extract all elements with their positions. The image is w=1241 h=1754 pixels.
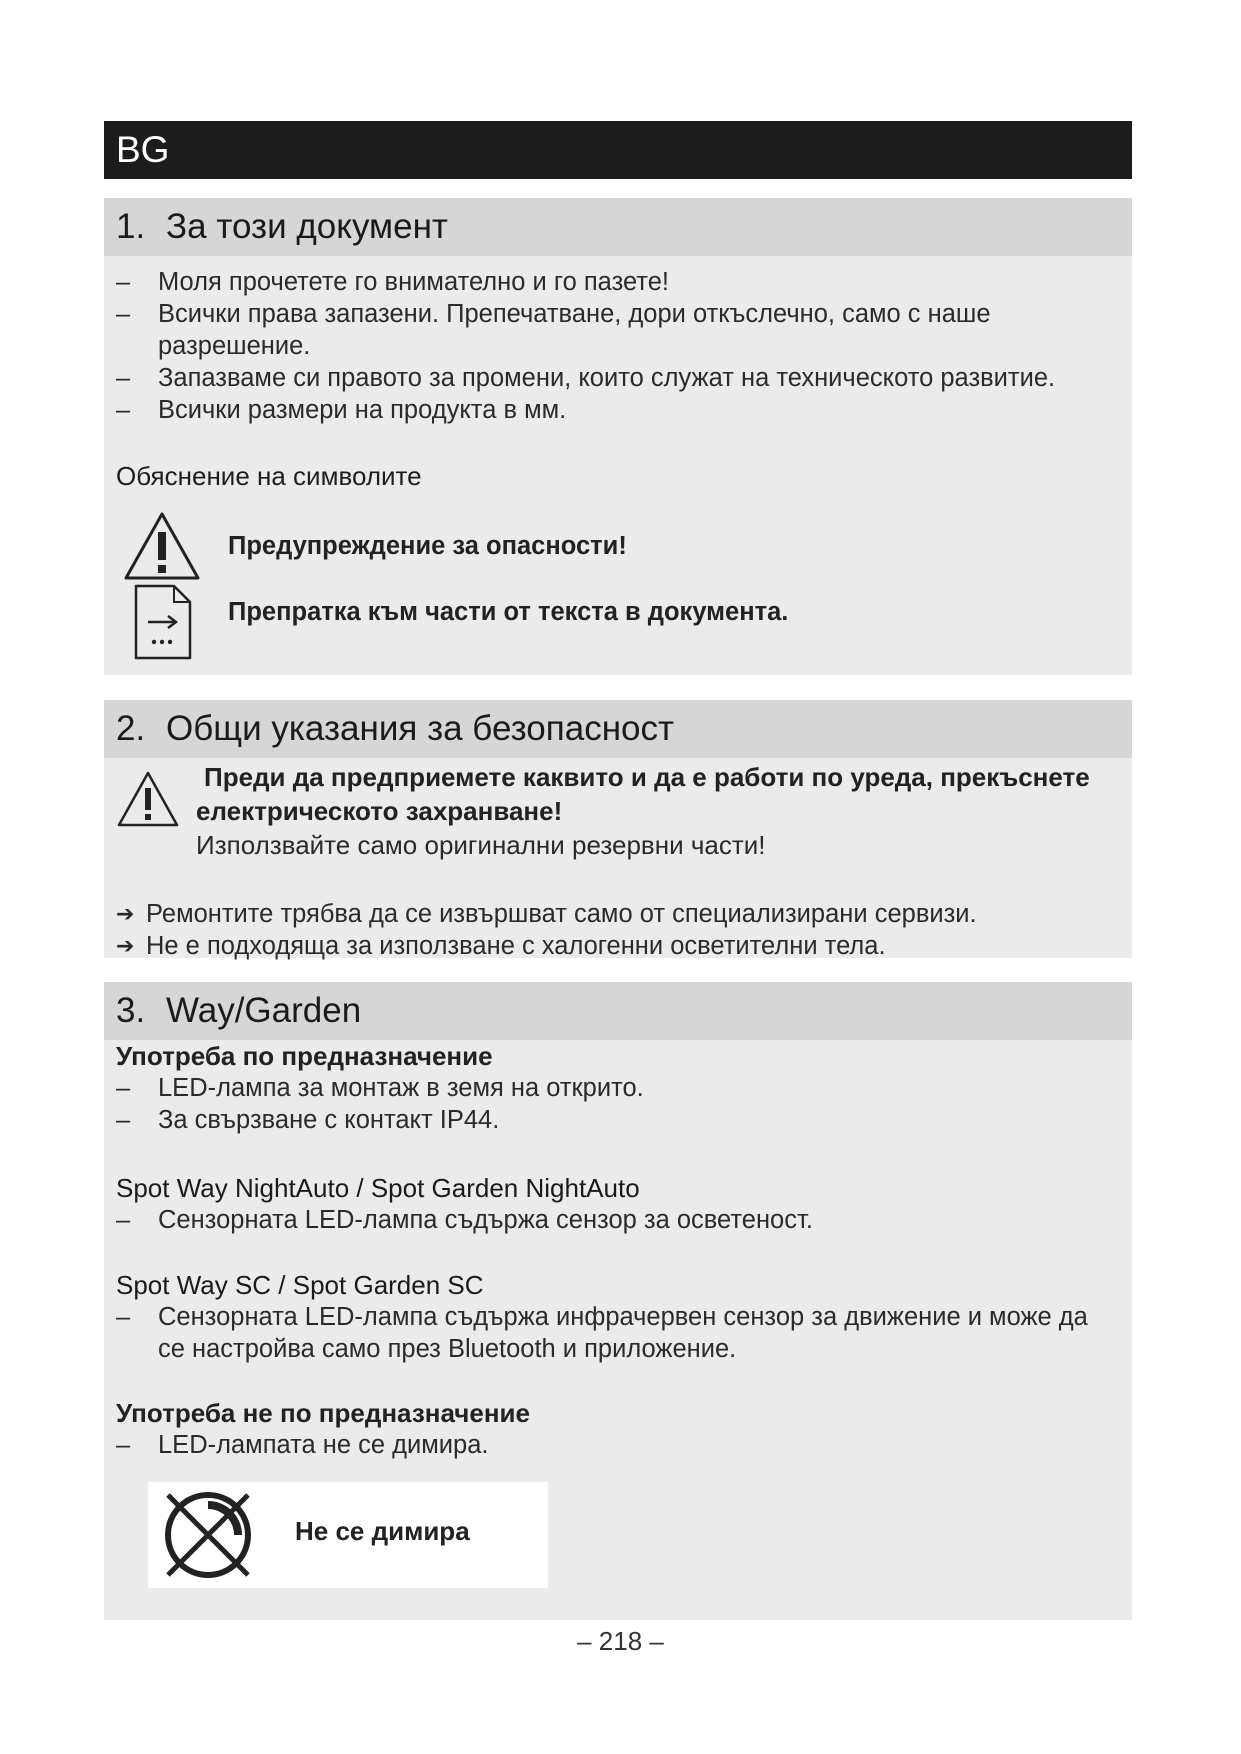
section-heading [104, 700, 1132, 758]
list-item [116, 898, 1116, 930]
arrow-right-icon: ➔ [116, 933, 135, 958]
section-title: За този документ [166, 207, 448, 246]
list-item: – За свързване с контакт IP44. [116, 1104, 1116, 1136]
list-item [116, 930, 1116, 962]
language-code: BG [116, 129, 170, 170]
section-heading [104, 982, 1132, 1040]
section-about-document [104, 198, 1132, 675]
list-item-text: Ремонтите трябва да се извършват само от специализирани сервизи. [146, 900, 977, 928]
document-notes-list [116, 266, 1116, 426]
list-item: – Всички размери на продукта в мм. [116, 394, 1116, 426]
intended-use-heading: Употреба по предназначение [116, 1041, 493, 1071]
sc-heading: Spot Way SC / Spot Garden SC [116, 1270, 484, 1300]
reference-symbol-label: Препратка към части от текста в документа. [228, 598, 789, 626]
not-intended-use-heading: Употреба не по предназначение [116, 1398, 530, 1428]
safety-warning-bold: Преди да предприемете каквито и да е работи по уреда, прекъснете електрическото захранване! [196, 762, 1090, 826]
section-number: 1. [116, 207, 146, 246]
warning-triangle-icon [116, 770, 180, 828]
symbols-heading: Обяснение на символите [116, 461, 422, 491]
list-item: – Сензорната LED-лампа съдържа сензор за осветеност. [116, 1204, 1116, 1236]
section-title: Общи указания за безопасност [166, 709, 675, 748]
section-safety [104, 700, 1132, 958]
list-item: – LED-лампата не се димира. [116, 1429, 1116, 1461]
language-bar [104, 121, 1132, 179]
list-item-text: Не е подходяща за използване с халогенни осветителни тела. [146, 932, 886, 960]
safety-warning-normal: Използвайте само оригинални резервни части! [196, 830, 766, 860]
list-item: – Всички права запазени. Препечатване, дори откъслечно, само с наше разрешение. [116, 298, 1116, 362]
no-dimming-label: Не се димира [295, 1516, 470, 1546]
not-intended-use-list [116, 1429, 1116, 1461]
arrow-right-icon: ➔ [116, 901, 135, 926]
section-number: 3. [116, 991, 146, 1030]
page-number: – 218 – [577, 1626, 664, 1656]
safety-instructions-list [116, 898, 1116, 962]
warning-triangle-icon [122, 510, 202, 582]
list-item: – LED-лампа за монтаж в земя на открито. [116, 1072, 1116, 1104]
intended-use-list [116, 1072, 1116, 1136]
section-title: Way/Garden [166, 991, 362, 1030]
no-dimming-icon [160, 1487, 256, 1583]
warning-symbol-label: Предупреждение за опасности! [228, 532, 627, 560]
nightauto-list [116, 1204, 1116, 1236]
sc-list [116, 1301, 1116, 1365]
nightauto-heading: Spot Way NightAuto / Spot Garden NightAuto [116, 1173, 640, 1203]
list-item: – Сензорната LED-лампа съдържа инфрачервен сензор за движение и може да се настройва само през Bluetooth и приложение. [116, 1301, 1116, 1365]
section-way-garden [104, 982, 1132, 1620]
safety-warning-text [196, 760, 1124, 862]
list-item: – Запазваме си правото за промени, които служат на техническото развитие. [116, 362, 1116, 394]
section-number: 2. [116, 709, 146, 748]
section-heading [104, 198, 1132, 256]
document-reference-icon [122, 582, 202, 662]
list-item: – Моля прочетете го внимателно и го пазете! [116, 266, 1116, 298]
no-dimming-box [148, 1482, 548, 1588]
